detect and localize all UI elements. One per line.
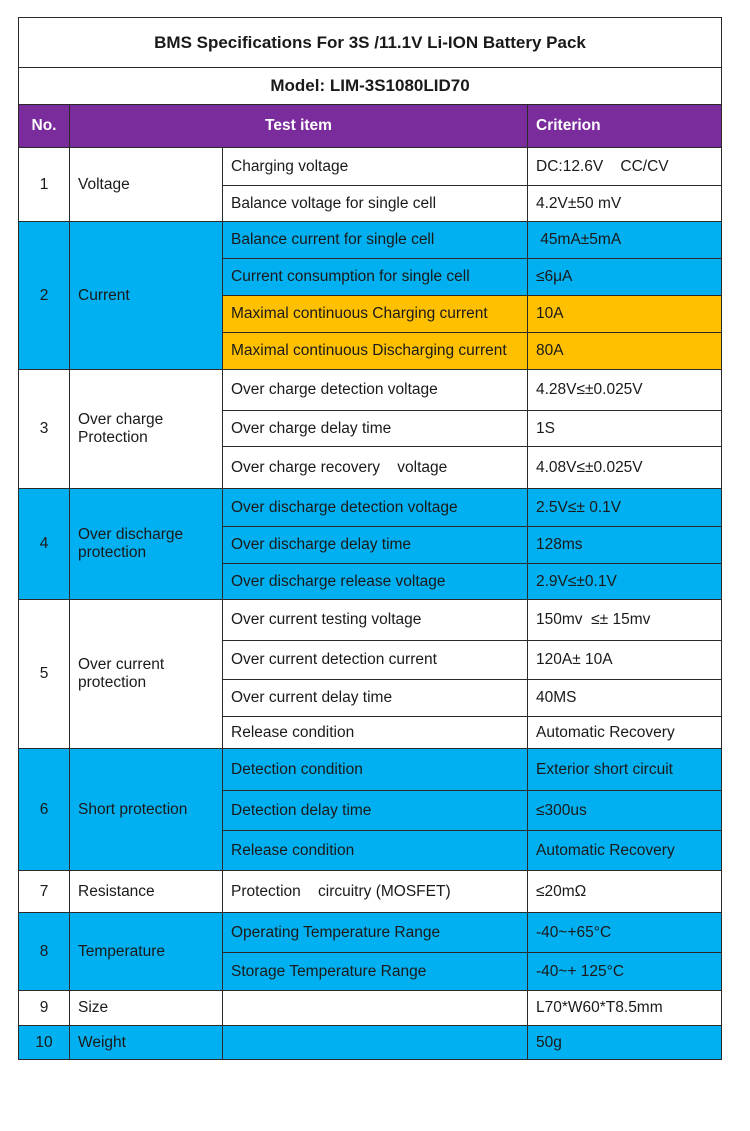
category-name: Current xyxy=(70,222,223,370)
category-name: Size xyxy=(70,991,223,1026)
category-name: Weight xyxy=(70,1026,223,1060)
criterion-value: DC:12.6V CC/CV xyxy=(528,148,722,186)
criterion-value: 4.08V≤±0.025V xyxy=(528,447,722,489)
criterion-value: -40~+ 125°C xyxy=(528,953,722,991)
test-item: Current consumption for single cell xyxy=(223,259,528,296)
row-number: 8 xyxy=(19,913,70,991)
model-label: Model: LIM-3S1080LID70 xyxy=(19,68,722,105)
table-row xyxy=(19,148,722,186)
spec-table xyxy=(18,17,722,1060)
test-item: Detection delay time xyxy=(223,791,528,831)
category-name: Temperature xyxy=(70,913,223,991)
criterion-value: -40~+65°C xyxy=(528,913,722,953)
category-name: Over charge Protection xyxy=(70,370,223,489)
header-row xyxy=(19,105,722,148)
criterion-value: Automatic Recovery xyxy=(528,717,722,749)
category-name: Voltage xyxy=(70,148,223,222)
test-item: Protection circuitry (MOSFET) xyxy=(223,871,528,913)
test-item: Over discharge delay time xyxy=(223,527,528,564)
test-item: Over charge detection voltage xyxy=(223,370,528,411)
criterion-value: 50g xyxy=(528,1026,722,1060)
test-item: Over discharge detection voltage xyxy=(223,489,528,527)
test-item: Balance voltage for single cell xyxy=(223,186,528,222)
title-row xyxy=(19,18,722,68)
criterion-value: 2.5V≤± 0.1V xyxy=(528,489,722,527)
criterion-value: ≤300us xyxy=(528,791,722,831)
row-number: 10 xyxy=(19,1026,70,1060)
test-item-empty xyxy=(223,991,528,1026)
criterion-value: 150mv ≤± 15mv xyxy=(528,600,722,641)
model-row xyxy=(19,68,722,105)
test-item: Detection condition xyxy=(223,749,528,791)
criterion-value: L70*W60*T8.5mm xyxy=(528,991,722,1026)
test-item: Release condition xyxy=(223,831,528,871)
row-number: 1 xyxy=(19,148,70,222)
criterion-value: 1S xyxy=(528,411,722,447)
category-name: Over discharge protection xyxy=(70,489,223,600)
test-item: Charging voltage xyxy=(223,148,528,186)
category-name: Over current protection xyxy=(70,600,223,749)
criterion-value: 4.28V≤±0.025V xyxy=(528,370,722,411)
test-item: Maximal continuous Charging current xyxy=(223,296,528,333)
test-item: Over current testing voltage xyxy=(223,600,528,641)
table-row xyxy=(19,749,722,791)
criterion-value: 2.9V≤±0.1V xyxy=(528,564,722,600)
test-item: Operating Temperature Range xyxy=(223,913,528,953)
test-item: Storage Temperature Range xyxy=(223,953,528,991)
category-name: Short protection xyxy=(70,749,223,871)
test-item: Maximal continuous Discharging current xyxy=(223,333,528,370)
criterion-value: 128ms xyxy=(528,527,722,564)
criterion-value: 40MS xyxy=(528,680,722,717)
criterion-value: 45mA±5mA xyxy=(528,222,722,259)
row-number: 9 xyxy=(19,991,70,1026)
test-item: Over discharge release voltage xyxy=(223,564,528,600)
test-item-empty xyxy=(223,1026,528,1060)
table-row xyxy=(19,1026,722,1060)
row-number: 3 xyxy=(19,370,70,489)
test-item: Balance current for single cell xyxy=(223,222,528,259)
test-item: Over charge recovery voltage xyxy=(223,447,528,489)
test-item: Over charge delay time xyxy=(223,411,528,447)
table-row xyxy=(19,871,722,913)
table-row xyxy=(19,489,722,527)
table-row xyxy=(19,913,722,953)
header-criterion: Criterion xyxy=(528,105,722,148)
row-number: 6 xyxy=(19,749,70,871)
table-title: BMS Specifications For 3S /11.1V Li-ION Battery Pack xyxy=(19,18,722,68)
criterion-value: 4.2V±50 mV xyxy=(528,186,722,222)
table-row xyxy=(19,991,722,1026)
criterion-value: 120A± 10A xyxy=(528,641,722,680)
criterion-value: ≤20mΩ xyxy=(528,871,722,913)
test-item: Release condition xyxy=(223,717,528,749)
row-number: 5 xyxy=(19,600,70,749)
table-row xyxy=(19,600,722,641)
row-number: 2 xyxy=(19,222,70,370)
header-no: No. xyxy=(19,105,70,148)
table-row xyxy=(19,222,722,259)
category-name: Resistance xyxy=(70,871,223,913)
test-item: Over current detection current xyxy=(223,641,528,680)
criterion-value: 80A xyxy=(528,333,722,370)
header-test-item: Test item xyxy=(70,105,528,148)
table-row xyxy=(19,370,722,411)
criterion-value: 10A xyxy=(528,296,722,333)
criterion-value: Exterior short circuit xyxy=(528,749,722,791)
criterion-value: ≤6μA xyxy=(528,259,722,296)
row-number: 4 xyxy=(19,489,70,600)
test-item: Over current delay time xyxy=(223,680,528,717)
criterion-value: Automatic Recovery xyxy=(528,831,722,871)
row-number: 7 xyxy=(19,871,70,913)
